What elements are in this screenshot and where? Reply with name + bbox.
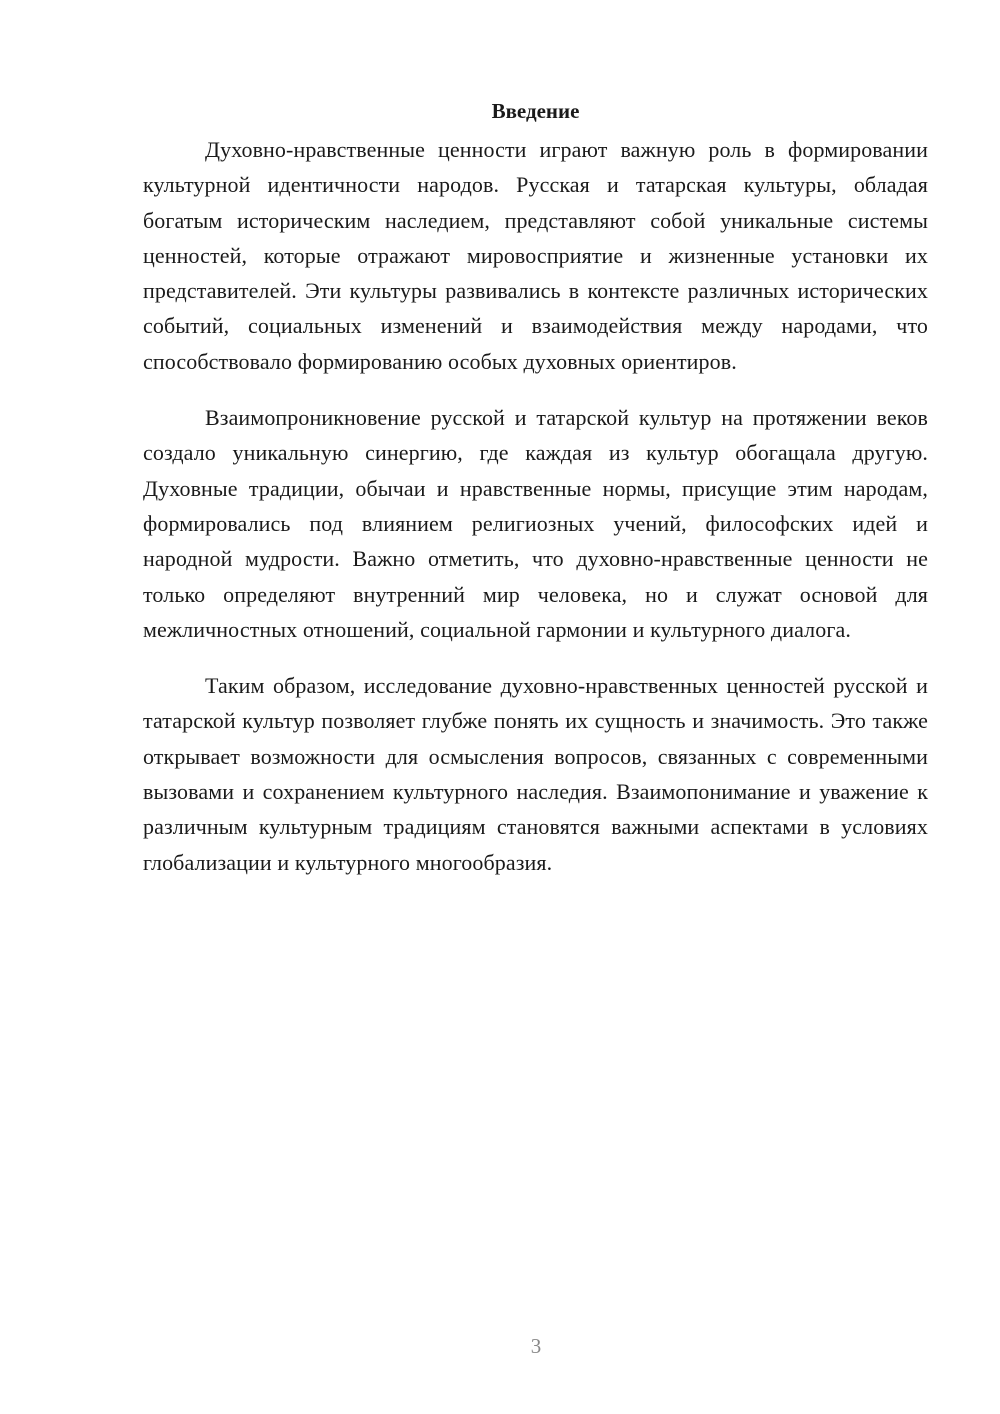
paragraph-3: Таким образом, исследование духовно-нравственных ценностей русской и татарской культур позволяет глубже понять их сущность и значимость. Это также открывает возможности для осмысления вопросов, связанных с современными вызовами и сохранением культурного наследия. Взаимопонимание и уважение к различным культурным традициям становятся важными аспектами в условиях глобализации и культурного многообразия. bbox=[143, 673, 928, 875]
section-heading: Введение bbox=[491, 99, 580, 123]
page-number: 3 bbox=[530, 1334, 542, 1358]
paragraph-2: Взаимопроникновение русской и татарской культур на протяжении веков создало уникальную синергию, где каждая из культур обогащала другую. Духовные традиции, обычаи и нравственные нормы, присущие этим народам, формировались под влиянием религиозных учений, философских идей и народной мудрости. Важно отметить, что духовно-нравственные ценности не только определяют внутренний мир человека, но и служат основой для межличностных отношений, социальной гармонии и культурного диалога. bbox=[143, 405, 928, 642]
page-content bbox=[143, 96, 928, 901]
paragraph-1: Духовно-нравственные ценности играют важную роль в формировании культурной идентичности народов. Русская и татарская культуры, обладая богатым историческим наследием, представляют собой уникальные системы ценностей, которые отражают мировосприятие и жизненные установки их представителей. Эти культуры развивались в контексте различных исторических событий, социальных изменений и взаимодействия между народами, что способствовало формированию особых духовных ориентиров. bbox=[143, 137, 928, 374]
